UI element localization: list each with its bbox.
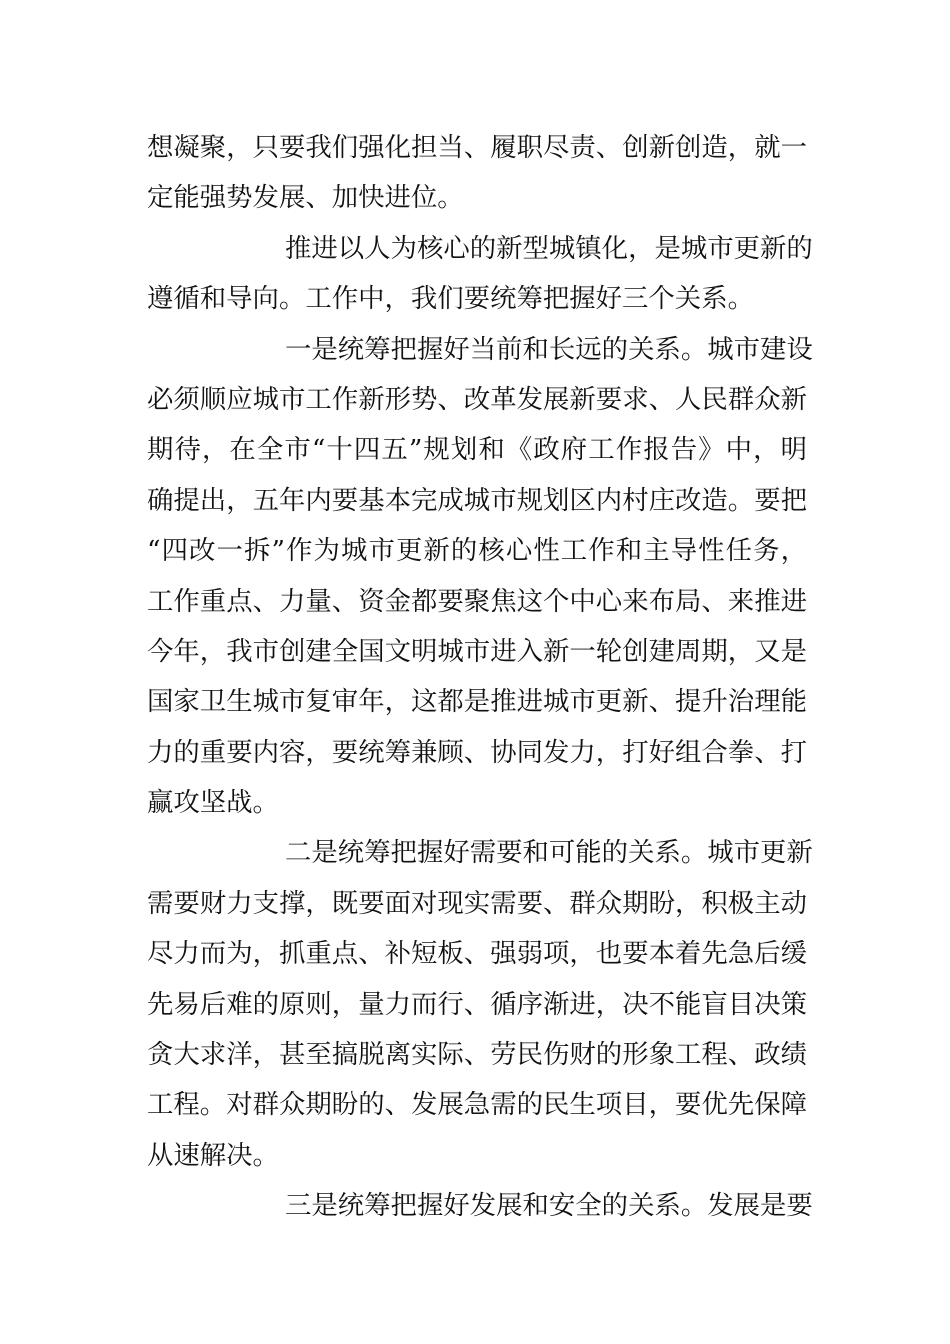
- text-line: 想凝聚，只要我们强化担当、履职尽责、创新创造，就一: [147, 132, 807, 163]
- text-line: 今年，我市创建全国文明城市进入新一轮创建周期，又是: [147, 635, 807, 667]
- paragraph-start-line: 推进以人为核心的新型城镇化，是城市更新的: [285, 232, 813, 264]
- text-line: 需要财力支撑，既要面对现实需要、群众期盼，积极主动: [147, 887, 807, 919]
- paragraph-start-line: 三是统筹把握好发展和安全的关系。发展是要: [285, 1190, 813, 1222]
- paragraph-start-line: 二是统筹把握好需要和可能的关系。城市更新: [285, 837, 813, 869]
- text-line: 从速解决。: [147, 1139, 279, 1171]
- paragraph-start-line: 一是统筹把握好当前和长远的关系。城市建设: [285, 333, 813, 365]
- text-line: 尽力而为，抓重点、补短板、强弱项，也要本着先急后缓: [147, 938, 807, 970]
- text-line: 必须顺应城市工作新形势、改革发展新要求、人民群众新: [147, 383, 807, 415]
- text-line: 赢攻坚战。: [147, 787, 279, 819]
- text-line: 贪大求洋，甚至搞脱离实际、劳民伤财的形象工程、政绩: [147, 1039, 807, 1071]
- text-line: 工作重点、力量、资金都要聚焦这个中心来布局、来推进: [147, 585, 807, 617]
- body-text: [147, 123, 813, 1232]
- text-line: 先易后难的原则，量力而行、循序渐进，决不能盲目决策: [147, 988, 807, 1020]
- text-line: 期待，在全市“十四五”规划和《政府工作报告》中，明: [147, 434, 807, 466]
- text-line: 力的重要内容，要统筹兼顾、协同发力，打好组合拳、打: [147, 736, 807, 768]
- text-line: 定能强势发展、加快进位。: [147, 182, 464, 214]
- text-line: 遵循和导向。工作中，我们要统筹把握好三个关系。: [147, 283, 754, 315]
- text-line: 确提出，五年内要基本完成城市规划区内村庄改造。要把: [147, 484, 807, 516]
- text-line: 国家卫生城市复审年，这都是推进城市更新、提升治理能: [147, 686, 807, 718]
- text-line: “四改一拆”作为城市更新的核心性工作和主导性任务，: [147, 535, 807, 567]
- text-line: 工程。对群众期盼的、发展急需的民生项目，要优先保障: [147, 1089, 807, 1121]
